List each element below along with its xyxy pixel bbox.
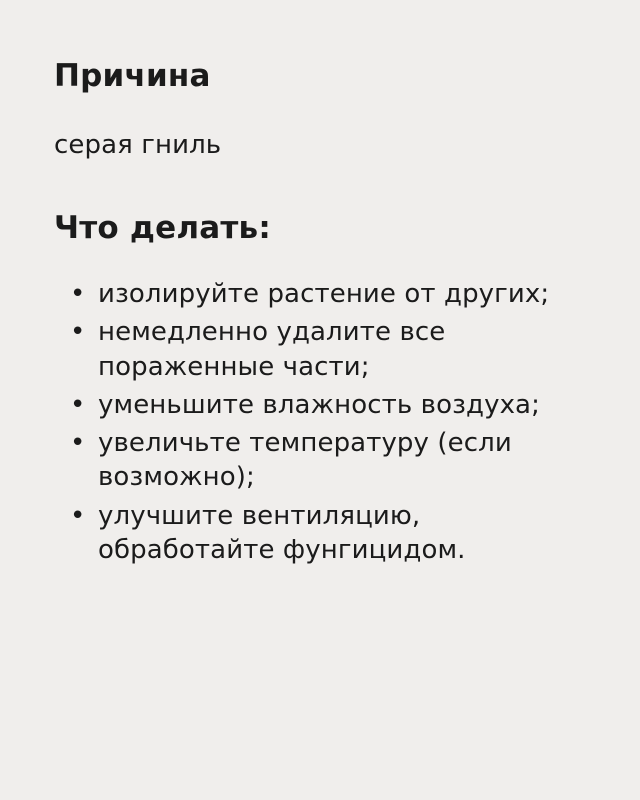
list-item-label: уменьшите влажность воздуха;: [98, 389, 540, 420]
bullet-icon: •: [70, 428, 86, 459]
bullet-icon: •: [70, 317, 86, 348]
list-item: [54, 315, 588, 384]
list-item: [54, 499, 588, 568]
actions-heading: Что делать:: [54, 209, 271, 246]
list-item: [54, 388, 588, 422]
list-item-label: немедленно удалите все пораженные части;: [98, 317, 446, 382]
list-item: [54, 277, 588, 311]
list-item-label: изолируйте растение от других;: [98, 278, 550, 309]
list-item-label: увеличьте температуру (если возможно);: [98, 428, 512, 493]
list-item-label: улучшите вентиляцию, обработайте фунгицидом.: [98, 500, 466, 566]
list-item: [54, 426, 588, 495]
actions-list: [54, 277, 588, 568]
cause-text: серая гниль: [54, 130, 222, 161]
bullet-icon: •: [70, 278, 86, 309]
cause-heading: Причина: [54, 58, 211, 94]
bullet-icon: •: [70, 389, 86, 420]
bullet-icon: •: [70, 500, 86, 531]
